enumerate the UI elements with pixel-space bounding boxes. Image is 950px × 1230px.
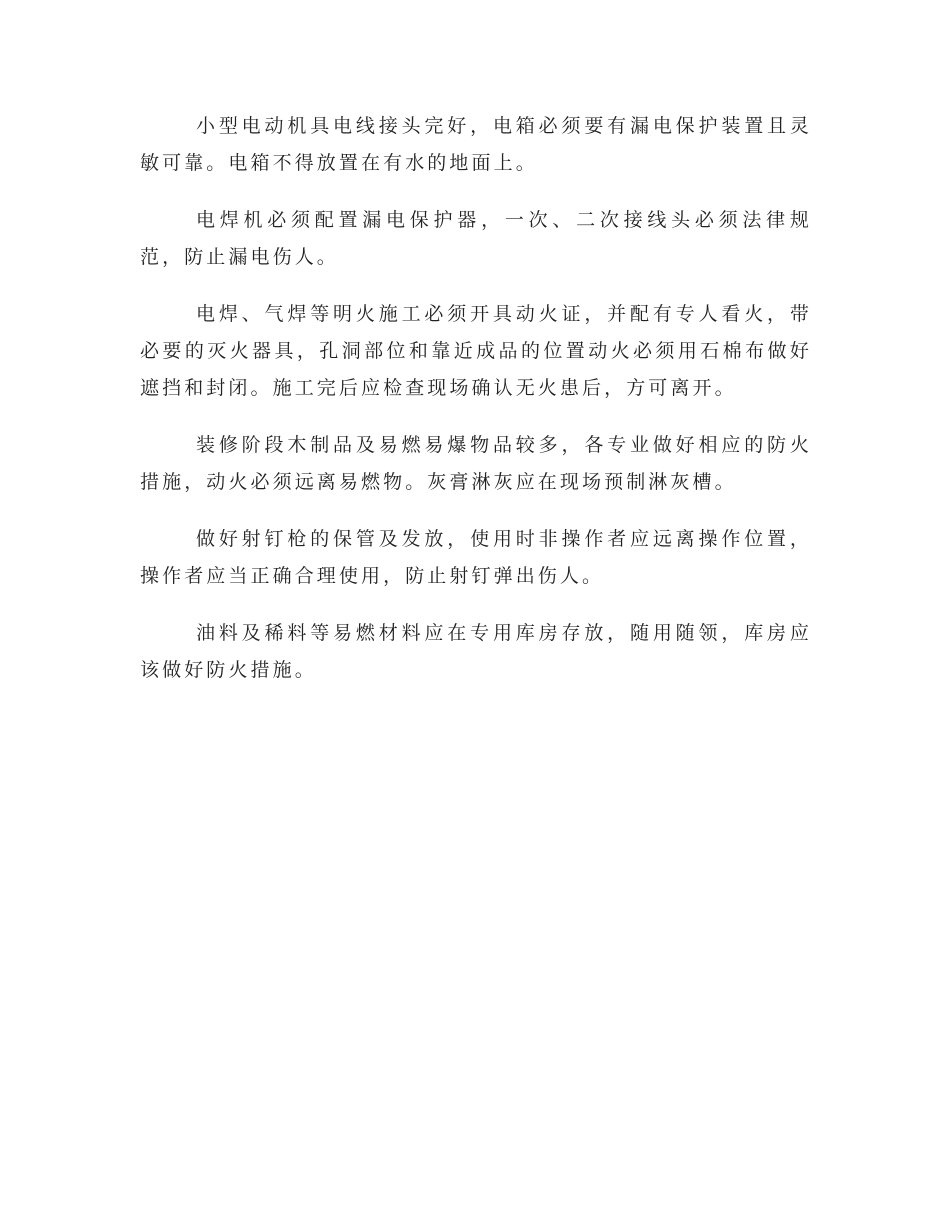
paragraph: 小型电动机具电线接头完好，电箱必须要有漏电保护装置且灵敏可靠。电箱不得放置在有水的地面上。: [140, 115, 812, 174]
document-body: [140, 108, 812, 709]
paragraph: 做好射钉枪的保管及发放，使用时非操作者应远离操作位置，操作者应当正确合理使用，防止射钉弹出伤人。: [140, 528, 812, 587]
paragraph: 电焊、气焊等明火施工必须开具动火证，并配有专人看火，带必要的灭火器具，孔洞部位和靠近成品的位置动火必须用石棉布做好遮挡和封闭。施工完后应检查现场确认无火患后，方可离开。: [140, 303, 812, 399]
paragraph: 油料及稀料等易燃材料应在专用库房存放，随用随领，库房应该做好防火措施。: [140, 622, 812, 681]
paragraph: 装修阶段木制品及易燃易爆物品较多，各专业做好相应的防火措施，动火必须远离易燃物。灰膏淋灰应在现场预制淋灰槽。: [140, 434, 812, 493]
paragraph: 电焊机必须配置漏电保护器，一次、二次接线头必须法律规范，防止漏电伤人。: [140, 209, 812, 268]
